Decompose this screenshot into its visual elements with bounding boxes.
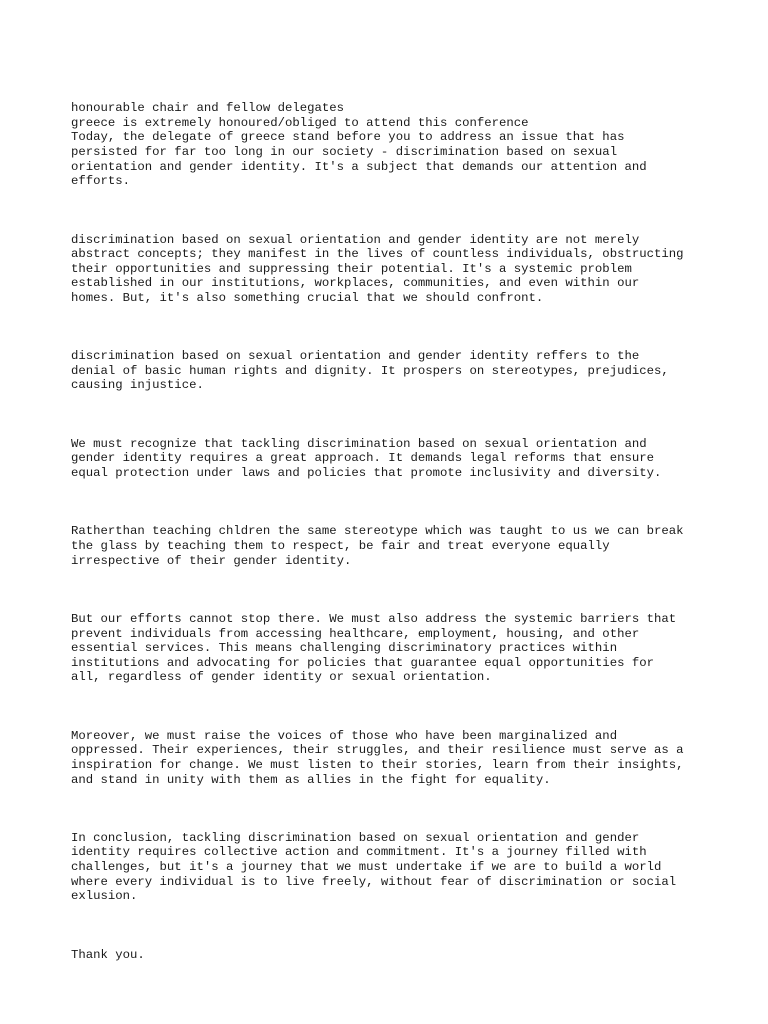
paragraph-systemic-barriers: But our efforts cannot stop there. We must also address the systemic barriers that prevent individuals from accessing healthcare, employment, housing, and other essential services. This means challenging discriminatory practices within institutions and advocating for policies that guarantee equal opportunities for all, regardless of gender identity or sexual orientation.	[71, 611, 677, 685]
paragraph-opening: honourable chair and fellow delegates greece is extremely honoured/obliged to attend this conference Today, the delegate of greece stand before you to address an issue that has persisted for far too long in our society - discrimination based on sexual orientation and gender identity. It's a subject that demands our attention and efforts.	[71, 101, 647, 189]
paragraph-problem: discrimination based on sexual orientation and gender identity are not merely abstract concepts; they manifest in the lives of countless individuals, obstructing their opportunities and suppressing their potential. It's a systemic problem established in our institutions, workplaces, communities, and even within our homes. But, it's also something crucial that we should confront.	[71, 232, 684, 305]
paragraph-conclusion: In conclusion, tackling discrimination based on sexual orientation and gender identity requires collective action and commitment. It's a journey filled with challenges, but it's a journey that we must undertake if we are to build a world where every individual is to live freely, without fear of discrimination or social exlusion.	[71, 830, 677, 904]
paragraph-definition: discrimination based on sexual orientation and gender identity reffers to the denial of basic human rights and dignity. It prospers on stereotypes, prejudices, causing injustice.	[71, 349, 669, 393]
speech-text	[71, 72, 731, 991]
paragraph-education: Ratherthan teaching chldren the same stereotype which was taught to us we can break the glass by teaching them to respect, be fair and treat everyone equally irrespective of their gender identity.	[71, 524, 684, 568]
paragraph-thanks: Thank you.	[71, 947, 145, 962]
paragraph-legal-reform: We must recognize that tackling discrimination based on sexual orientation and gender identity requires a great approach. It demands legal reforms that ensure equal protection under laws and policies that promote inclusivity and diversity.	[71, 436, 662, 481]
paragraph-voices: Moreover, we must raise the voices of those who have been marginalized and oppressed. Their experiences, their struggles, and their resilience must serve as a inspiration for change. We must listen to their stories, learn from their insights, and stand in unity with them as allies in the fight for equality.	[71, 728, 684, 787]
